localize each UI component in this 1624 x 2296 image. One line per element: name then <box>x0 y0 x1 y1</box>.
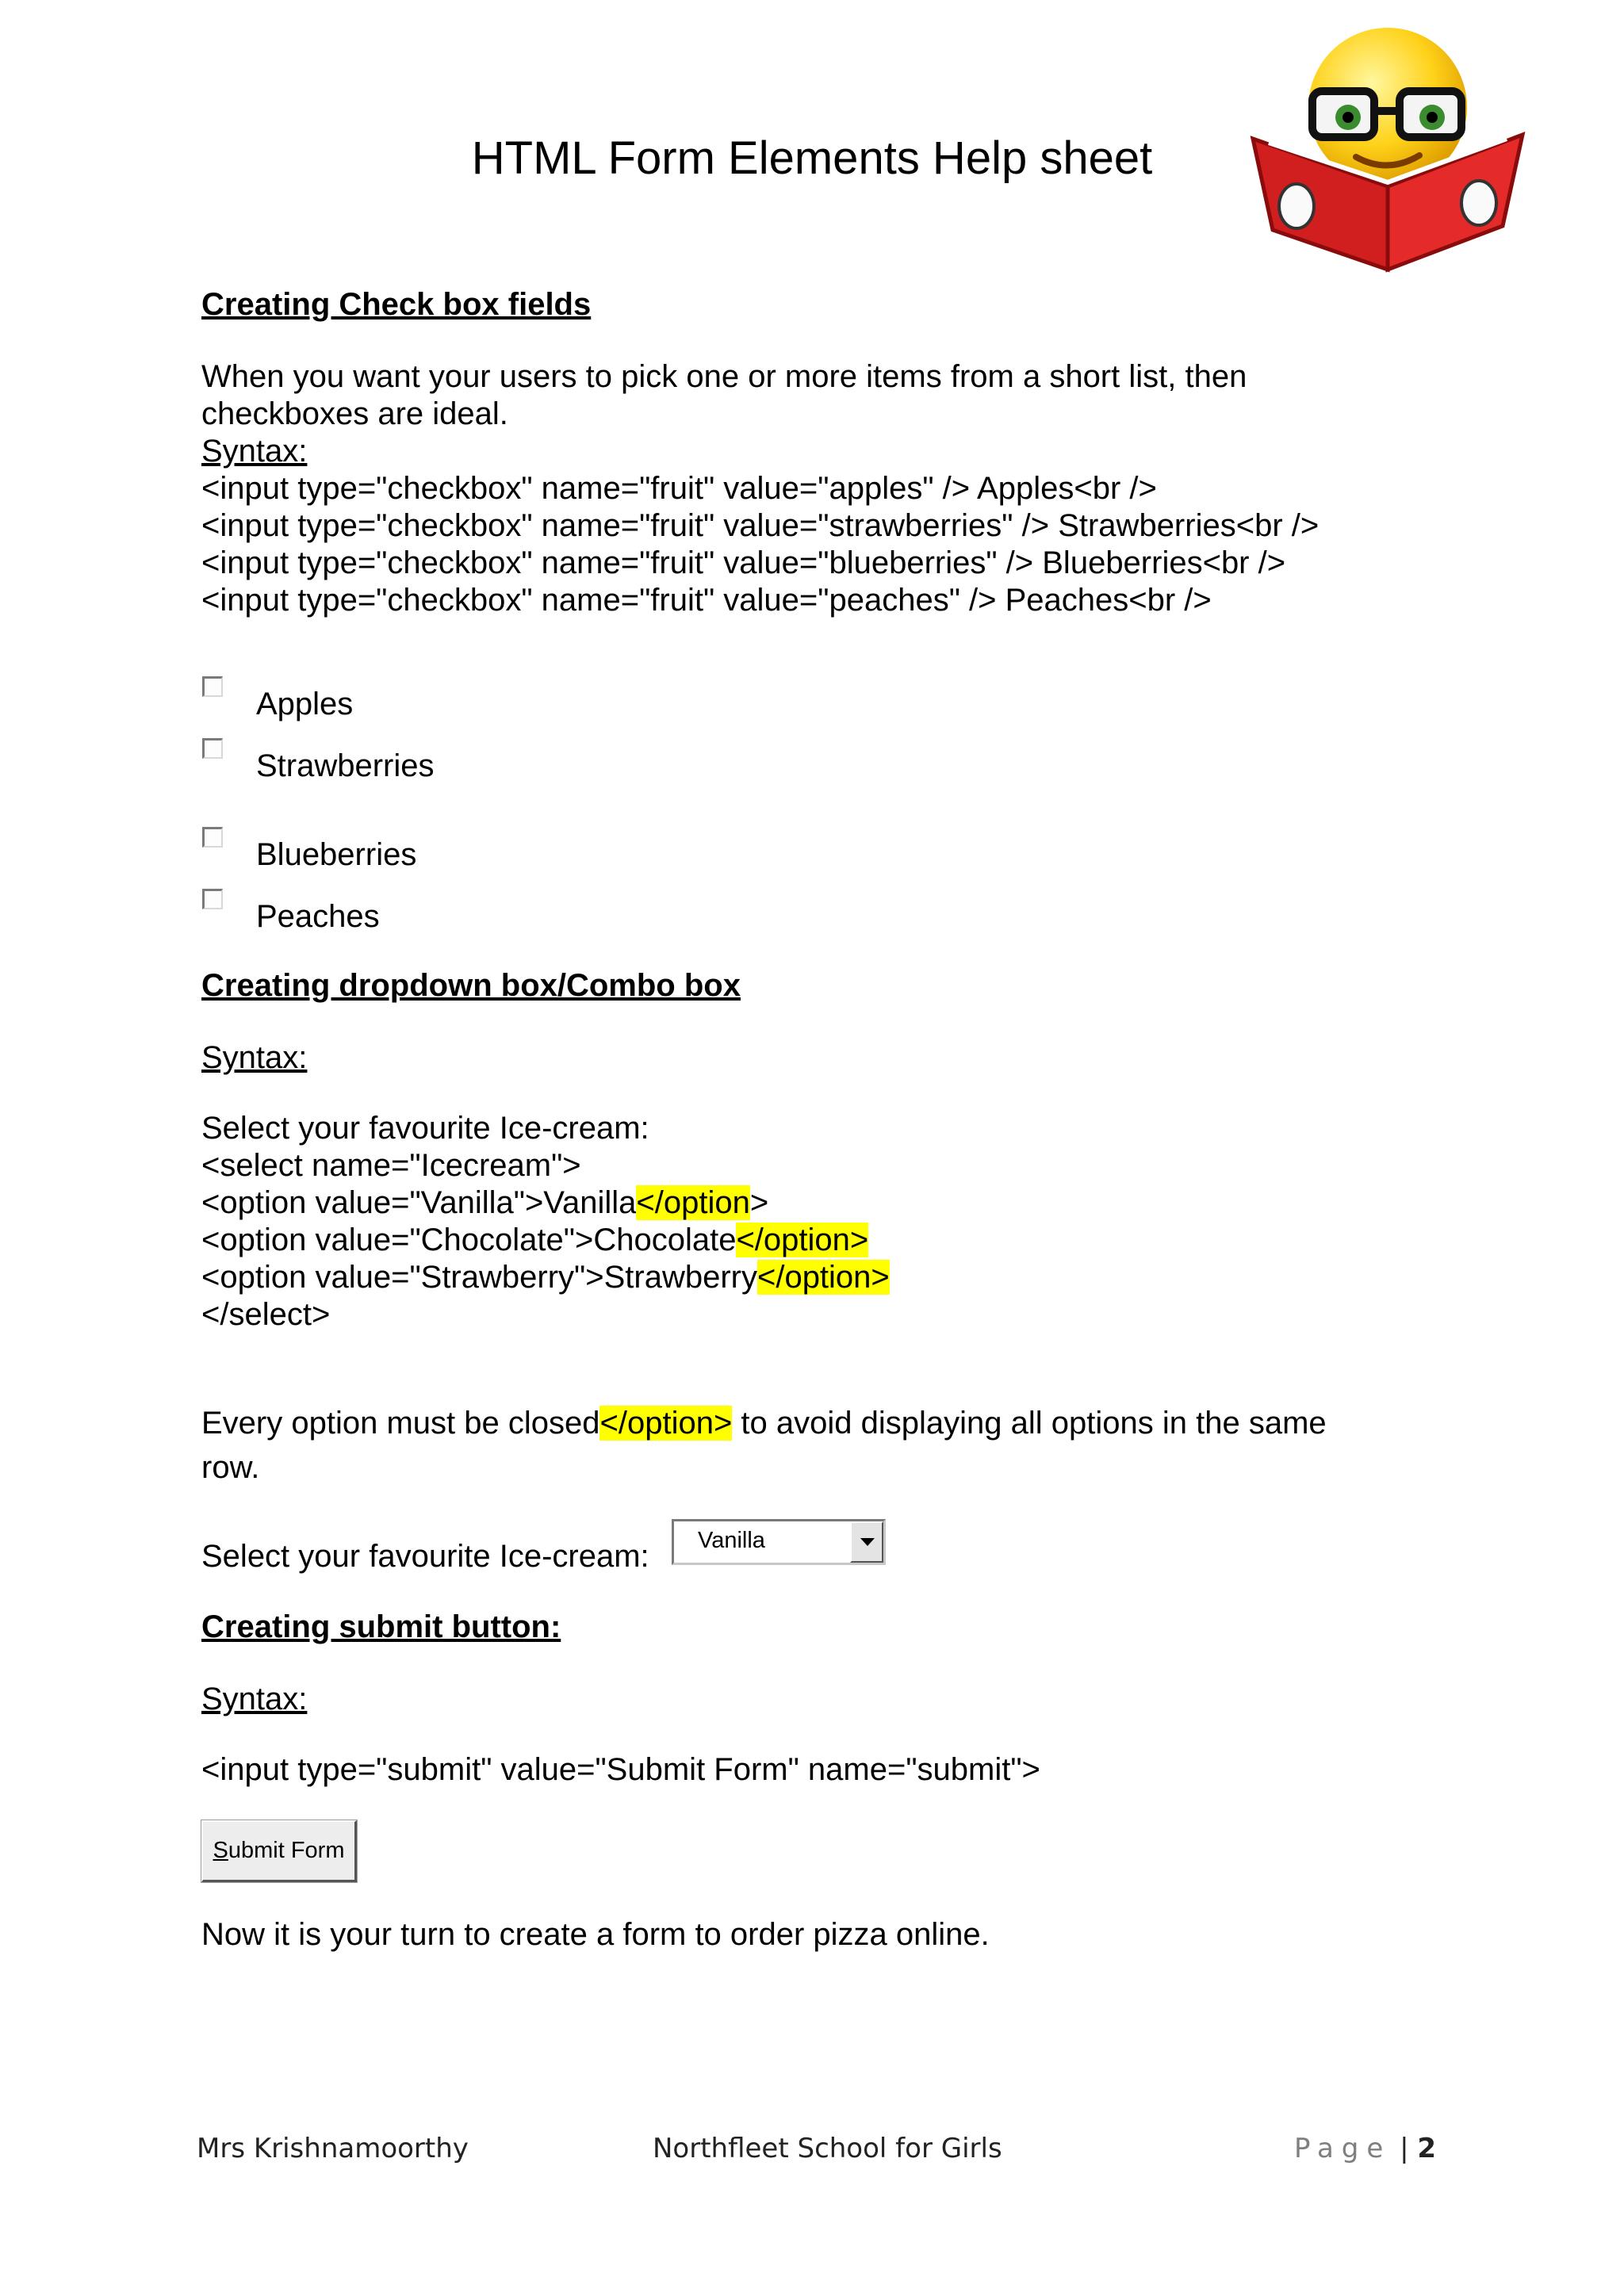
checkbox-section-heading: Creating Check box fields <box>201 287 592 322</box>
submit-section-heading: Creating submit button: <box>201 1609 561 1644</box>
checkbox-syntax-label: Syntax: <box>201 434 308 469</box>
page-label: Page <box>1294 2133 1392 2164</box>
highlight: </option> <box>736 1223 869 1257</box>
option-line-strawberry: <option value="Strawberry">Strawberry</option> <box>201 1260 890 1295</box>
dropdown-syntax-label: Syntax: <box>201 1040 308 1075</box>
page-number: 2 <box>1417 2133 1437 2164</box>
closing-text: Now it is your turn to create a form to order pizza online. <box>201 1917 990 1952</box>
smiley-reading-book-icon <box>1237 24 1538 277</box>
dropdown-section-heading: Creating dropdown box/Combo box <box>201 968 741 1003</box>
dropdown-prompt-line: Select your favourite Ice-cream: <box>201 1111 649 1146</box>
code-line: <input type="checkbox" name="fruit" value="strawberries" /> Strawberries<br /> <box>201 508 1320 543</box>
footer-author: Mrs Krishnamoorthy <box>197 2133 469 2164</box>
page-separator: | <box>1400 2133 1409 2164</box>
select-close-line: </select> <box>201 1297 331 1332</box>
checkbox-intro-line1: When you want your users to pick one or more items from a short list, then <box>201 359 1247 394</box>
checkbox-label: Blueberries <box>256 837 417 872</box>
accesskey-letter: S <box>213 1838 228 1863</box>
select-value: Vanilla <box>698 1528 765 1553</box>
option-line-vanilla: <option value="Vanilla">Vanilla</option> <box>201 1185 769 1220</box>
page-title: HTML Form Elements Help sheet <box>471 132 1153 184</box>
code-line: <input type="checkbox" name="fruit" value="blueberries" /> Blueberries<br /> <box>201 545 1286 580</box>
code-line: <input type="checkbox" name="fruit" value="apples" /> Apples<br /> <box>201 471 1157 506</box>
highlight: </option> <box>756 1260 890 1295</box>
highlight: </option <box>636 1185 750 1220</box>
checkbox-blueberries[interactable] <box>202 827 223 848</box>
footer-school: Northfleet School for Girls <box>653 2133 1002 2164</box>
checkbox-label: Strawberries <box>256 748 435 783</box>
submit-code-line: <input type="submit" value="Submit Form" name="submit"> <box>201 1752 1040 1787</box>
dropdown-demo-label: Select your favourite Ice-cream: <box>201 1539 649 1574</box>
code-line: <input type="checkbox" name="fruit" value="peaches" /> Peaches<br /> <box>201 583 1212 618</box>
select-open-line: <select name="Icecream"> <box>201 1148 581 1183</box>
footer-page <box>1294 2133 1436 2164</box>
submit-form-button[interactable]: Submit Form <box>201 1820 357 1882</box>
chevron-down-icon[interactable] <box>850 1521 883 1563</box>
option-note-line2: row. <box>201 1450 260 1485</box>
checkbox-strawberries[interactable] <box>202 738 223 759</box>
highlight: </option> <box>599 1406 733 1441</box>
option-line-chocolate: <option value="Chocolate">Chocolate</option> <box>201 1223 869 1257</box>
checkbox-label: Apples <box>256 687 354 721</box>
checkbox-intro-line2: checkboxes are ideal. <box>201 396 508 431</box>
checkbox-apples[interactable] <box>202 676 223 697</box>
submit-syntax-label: Syntax: <box>201 1682 308 1716</box>
checkbox-label: Peaches <box>256 899 380 934</box>
checkbox-peaches[interactable] <box>202 889 223 909</box>
icecream-select[interactable] <box>672 1519 886 1565</box>
option-note-line1: Every option must be closed</option> to avoid displaying all options in the same <box>201 1406 1327 1441</box>
